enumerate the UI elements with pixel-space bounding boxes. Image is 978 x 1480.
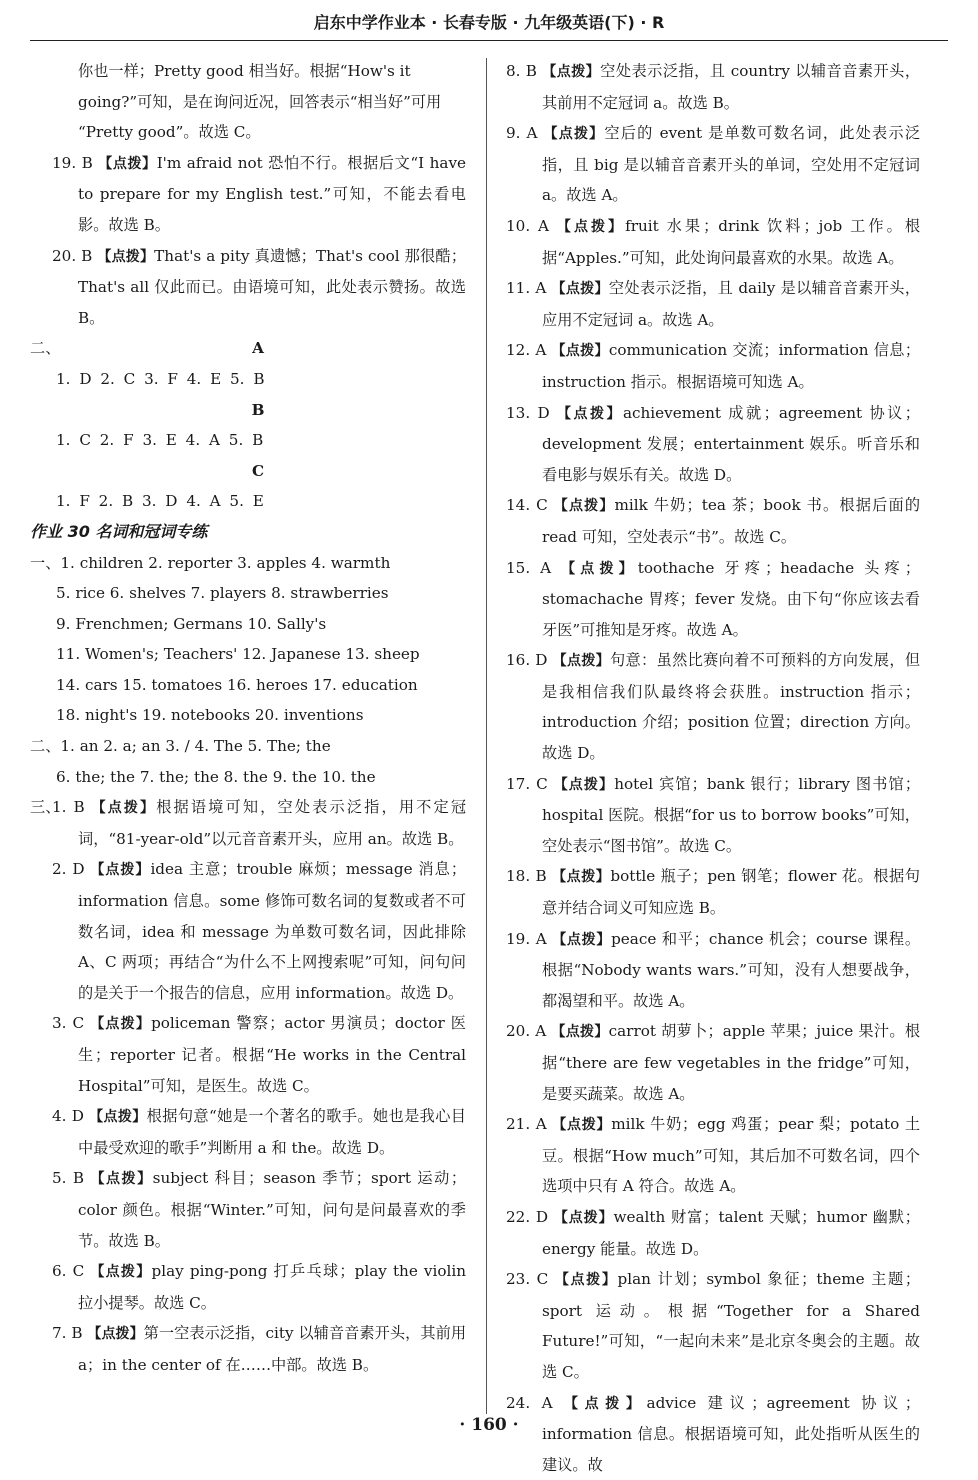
hint-tag: 【点拨】: [552, 1117, 612, 1134]
intro-line: 你也一样；Pretty good 相当好。根据“How's it: [78, 62, 411, 80]
answer-item: 9. A 【点拨】空后的 event 是单数可数名词，此处表示泛指，且 big 是以辅音音素开头的单词，空处用不定冠词 a。故选 A。: [506, 124, 921, 205]
section-2: [30, 333, 466, 517]
hint-tag: 【点拨】: [90, 1171, 153, 1188]
answer-item: 22. D 【点拨】wealth 财富；talent 天赋；humor 幽默；energy 能量。故选 D。: [506, 1207, 920, 1258]
hint-tag: 【点拨】: [553, 1209, 614, 1226]
page-number: · 160 ·: [459, 1415, 519, 1435]
intro-line: going?”可知，是在询问近况，回答表示“相当好”可用: [78, 92, 442, 111]
answer-row-b: 1. C 2. F 3. E 4. A 5. B: [56, 431, 264, 450]
hint-tag: 【点拨】: [552, 653, 610, 670]
header-rule: [30, 40, 948, 41]
page-header: 启东中学作业本 · 长春专版 · 九年级英语(下) · R: [313, 13, 665, 32]
hint-tag: 【点拨】: [97, 248, 155, 265]
intro-line: “Pretty good”。故选 C。: [78, 123, 261, 142]
hint-tag: 【点拨】: [564, 1395, 647, 1412]
hint-tag: 【点拨】: [551, 281, 609, 298]
left-column: [30, 56, 466, 1381]
answer-item: 18. B 【点拨】bottle 瓶子；pen 钢笔；flower 花。根据句意并结合词义可知应选 B。: [506, 867, 920, 918]
answer-item: 6. C 【点拨】play ping-pong 打乒乓球；play the violin 拉小提琴。故选 C。: [52, 1262, 467, 1312]
answer-row-c: 1. F 2. B 3. D 4. A 5. E: [56, 492, 264, 511]
answer-item-19: [30, 148, 466, 241]
hint-tag: 【点拨】: [90, 1264, 152, 1281]
answer-item: 12. A 【点拨】communication 交流；information 信息；instruction 指示。根据语境可知选 A。: [506, 341, 921, 391]
answer-item: 2. D 【点拨】idea 主意；trouble 麻烦；message 消息；information 信息。some 修饰可数名词的复数或者不可数名词，idea 和 message 为单数可数名词，因此排除 A、C 两项；再结合“为什么不上网搜索呢”可知，问句问的是关于一个报告的信息，应用 information。故选 D。: [52, 860, 467, 1002]
part-label: 一、: [30, 553, 61, 572]
item-text: That's a pity 真遗憾；That's cool 那很酷；That's all 仅此而已。由语境可知，此处表示赞扬。故选 B。: [78, 246, 467, 327]
answer-item: 16. D 【点拨】句意：虽然比赛向着不可预料的方向发展，但是我相信我们队最终将会获胜。instruction 指示；introduction 介绍；position 位置；direction 方向。故选 D。: [506, 651, 921, 763]
word-line: 6. the; the 7. the; the 8. the 9. the 10. the: [56, 767, 376, 786]
hint-tag: 【点拨】: [98, 155, 157, 172]
answer-item: 8. B 【点拨】空处表示泛指，且 country 以辅音音素开头，其前用不定冠词 a。故选 B。: [506, 62, 921, 112]
part-3: [30, 792, 466, 1380]
word-line: 18. night's 19. notebooks 20. inventions: [56, 706, 364, 725]
homework-title: 作业 30 名词和冠词专练: [30, 521, 208, 541]
answer-item: 3. C 【点拨】policeman 警察；actor 男演员；doctor 医生；reporter 记者。根据“He works in the Central Hospital”可知，是医生。故选 C。: [52, 1014, 466, 1095]
part-label: 二、: [30, 737, 61, 756]
right-column: [506, 56, 920, 1480]
hint-tag: 【点拨】: [87, 1326, 144, 1343]
hint-tag: 【点拨】: [561, 560, 638, 577]
hint-tag: 【点拨】: [551, 343, 609, 360]
hint-tag: 【点拨】: [542, 64, 601, 80]
item-text: I'm afraid not 恐怕不行。根据后文“I have to prepare for my English test.”可知，不能去看电影。故选 B。: [78, 153, 467, 234]
hint-tag: 【点拨】: [90, 1016, 152, 1033]
hint-tag: 【点拨】: [91, 800, 157, 817]
word-line: 11. Women's; Teachers' 12. Japanese 13. sheep: [56, 645, 420, 664]
word-line: 二、1. an 2. a; an 3. / 4. The 5. The; the: [30, 737, 331, 756]
answer-row-a: 1. D 2. C 3. F 4. E 5. B: [56, 369, 265, 388]
hint-tag: 【点拨】: [553, 776, 615, 793]
word-line: 5. rice 6. shelves 7. players 8. strawberries: [56, 584, 389, 603]
hint-tag: 【点拨】: [552, 931, 612, 948]
answer-item: 14. C 【点拨】milk 牛奶；tea 茶；book 书。根据后面的 read 可知，空处表示“书”。故选 C。: [506, 496, 921, 546]
answer-item: 20. A 【点拨】carrot 胡萝卜；apple 苹果；juice 果汁。根据“there are few vegetables in the fridge”可知，是要买蔬菜。故选 A。: [506, 1022, 921, 1103]
hint-tag: 【点拨】: [89, 1109, 147, 1126]
answer-item: 4. D 【点拨】根据句意“她是一个著名的歌手。她也是我心目中最受欢迎的歌手”判断用 a 和 the。故选 D。: [52, 1107, 466, 1157]
hint-tag: 【点拨】: [90, 862, 151, 879]
answer-item: 23. C 【点拨】plan 计划；symbol 象征；theme 主题；sport 运动。根据“Together for a Shared Future!”可知，“一起向未来”是北京冬奥会的主题。故选 C。: [506, 1270, 921, 1381]
answer-item: 17. C 【点拨】hotel 宾馆；bank 银行；library 图书馆；hospital 医院。根据“for us to borrow books”可知，空处表示“图书馆”。故选 C。: [506, 774, 921, 855]
hint-tag: 【点拨】: [554, 1272, 618, 1289]
sub-head-a: A: [252, 339, 264, 358]
answer-item: 7. B 【点拨】第一空表示泛指，city 以辅音音素开头，其前用 a；in the center of 在……中部。故选 B。: [52, 1324, 467, 1374]
hint-tag: 【点拨】: [552, 869, 611, 886]
part-1: [30, 548, 466, 732]
answer-item: 10. A 【点拨】fruit 水果；drink 饮料；job 工作。根据“Apples.”可知，此处询问最喜欢的水果。故选 A。: [506, 216, 921, 267]
item-number: 20. B: [52, 246, 93, 265]
item-number: 19. B: [52, 153, 93, 172]
sub-head-b: B: [251, 400, 265, 419]
word-line: 9. Frenchmen; Germans 10. Sally's: [56, 614, 327, 633]
column-divider: [486, 58, 487, 1414]
hint-tag: 【点拨】: [553, 498, 615, 515]
answer-item: 15. A 【点拨】toothache 牙疼；headache 头疼；stomachache 胃疼；fever 发烧。由下句“你应该去看牙医”可推知是牙疼。故选 A。: [506, 558, 921, 639]
hint-tag: 【点拨】: [543, 126, 605, 143]
part-label: 三、: [30, 798, 61, 817]
answer-item: 11. A 【点拨】空处表示泛指，且 daily 是以辅音音素开头，应用不定冠词 a。故选 A。: [506, 279, 921, 329]
answer-item: 5. B 【点拨】subject 科目；season 季节；sport 运动；color 颜色。根据“Winter.”可知，问句是问最喜欢的季节。故选 B。: [52, 1169, 467, 1250]
section-label: 二、: [30, 339, 61, 358]
answer-item-20: [30, 241, 466, 334]
word-line: 14. cars 15. tomatoes 16. heroes 17. education: [56, 675, 418, 694]
answer-item: 24. A 【点拨】advice 建议；agreement 协议；information 信息。根据语境可知，此处指听从医生的建议。故: [506, 1393, 921, 1474]
hint-tag: 【点拨】: [556, 218, 626, 235]
answer-item: 1. B 【点拨】根据语境可知，空处表示泛指，用不定冠词，“81-year-old”以元音音素开头，应用 an。故选 B。: [52, 798, 467, 848]
answer-item: 19. A 【点拨】peace 和平；chance 机会；course 课程。根据“Nobody wants wars.”可知，没有人想要战争，都渴望和平。故选 A。: [506, 929, 921, 1010]
sub-head-c: C: [251, 461, 265, 480]
answer-item: 21. A 【点拨】milk 牛奶；egg 鸡蛋；pear 梨；potato 土豆。根据“How much”可知，其后加不可数名词，四个选项中只有 A 符合。故选 A。: [506, 1115, 921, 1196]
part-2: [30, 731, 466, 792]
answer-item: 13. D 【点拨】achievement 成就；agreement 协议；development 发展；entertainment 娱乐。听音乐和看电影与娱乐有关。故选 D。: [506, 403, 920, 484]
hint-tag: 【点拨】: [551, 1024, 609, 1041]
hint-tag: 【点拨】: [556, 405, 623, 422]
word-line: 一、1. children 2. reporter 3. apples 4. warmth: [30, 553, 391, 572]
